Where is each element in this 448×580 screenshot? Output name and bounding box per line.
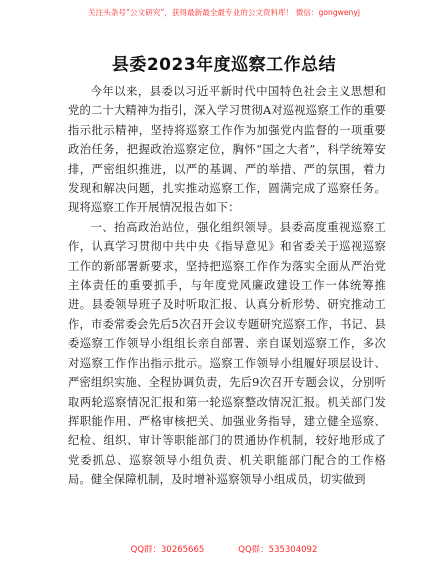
footer-qq-groups [0, 543, 448, 555]
footer-qq-group-1: QQ群：30265665 [130, 545, 205, 555]
intro-paragraph: 今年以来，县委以习近平新时代中国特色社会主义思想和党的二十大精神为指引，深入学习贯彻A对巡视巡察工作的重要指示批示精神，坚持将巡察工作作为加强党内监督的一项重要政治任务，把握政治巡察定位，胸怀“国之大者”，科学统筹安排，严密组织推进，以严的基调、严的举措、严的氛围，着力发现和解决问题，扎实推动巡察工作，圆满完成了巡察任务。现将巡察工作开展情况报告如下： [68, 85, 386, 215]
footer-qq-group-2: QQ群：535304092 [238, 545, 318, 555]
header-promo-note: 关注头条号“公文研究”，获得最新最全最专业的公文资料库！ 微信：gongwenyj [88, 8, 360, 17]
document-title: 县委2023年度巡察工作总结 [111, 55, 337, 75]
section-one-paragraph: 一、抬高政治站位，强化组织领导。县委高度重视巡察工作，认真学习贯彻中共中央《指导意见》和省委关于巡视巡察工作的新部署新要求，坚持把巡察工作作为落实全面从严治党主体责任的重要抓手，与年度党风廉政建设工作一体统筹推进。县委领导班子及时听取汇报、认真分析形势、研究推动工作，市委常委会先后5次召开会议专题研究巡察工作，书记、县委巡察工作领导小组组长亲自部署、亲自谋划巡察工作，多次对巡察工作作出指示批示。巡察工作领导小组履好项层设计、严密组织实施、全程协调负责，先后9次召开专题会议，分别听取两轮巡察情况汇报和第一轮巡察整改情况汇报。机关部门发挥职能作用、严格审核把关、加强业务指导，建立健全巡察、纪检、组织、审计等职能部门的贯通协作机制，较好地形成了党委抓总、巡察领导小组负责、机关职能部门配合的工作格局。健全保障机制，及时增补巡察领导小组成员，切实做到 [68, 220, 386, 487]
document-body [68, 82, 386, 490]
